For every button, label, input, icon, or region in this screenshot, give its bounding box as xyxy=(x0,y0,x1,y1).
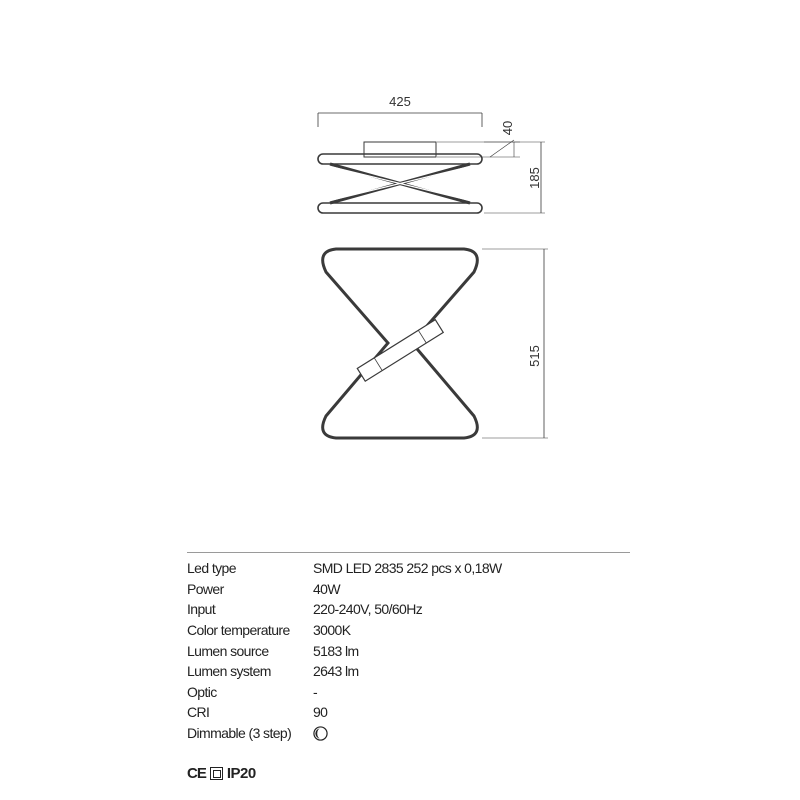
spec-row-dimmable xyxy=(187,723,502,744)
certification-marks xyxy=(187,764,256,782)
dimension-canopy-height: 40 xyxy=(500,120,515,136)
dimmer-icon xyxy=(313,726,328,741)
spec-value: - xyxy=(313,683,318,700)
spec-row xyxy=(187,558,502,579)
spec-label: Dimmable (3 step) xyxy=(187,725,292,742)
spec-row xyxy=(187,640,502,661)
spec-row xyxy=(187,620,502,641)
spec-value xyxy=(313,723,502,744)
spec-label: Input xyxy=(187,601,216,618)
spec-value: SMD LED 2835 252 pcs x 0,18W xyxy=(313,560,502,577)
spec-row xyxy=(187,702,502,723)
spec-value: 3000K xyxy=(313,622,351,639)
spec-value: 40W xyxy=(313,580,340,597)
top-view xyxy=(323,249,548,438)
dimension-side-height: 185 xyxy=(527,167,542,189)
double-insulation-icon xyxy=(210,767,223,780)
ip-rating: IP20 xyxy=(226,764,256,782)
ce-mark: CE xyxy=(187,764,206,782)
spec-label: Optic xyxy=(187,683,217,700)
spec-row xyxy=(187,661,502,682)
dimension-top-length: 515 xyxy=(527,345,542,367)
spec-table xyxy=(187,558,502,743)
spec-label: Lumen system xyxy=(187,663,271,680)
spec-value: 220-240V, 50/60Hz xyxy=(313,601,423,618)
spec-label: CRI xyxy=(187,704,210,721)
spec-divider xyxy=(187,552,630,553)
spec-label: Power xyxy=(187,580,224,597)
spec-row xyxy=(187,579,502,600)
spec-value: 90 xyxy=(313,704,328,721)
spec-value: 5183 lm xyxy=(313,642,359,659)
spec-row xyxy=(187,599,502,620)
dimension-width: 425 xyxy=(389,94,411,109)
spec-label: Led type xyxy=(187,560,236,577)
spec-label: Lumen source xyxy=(187,642,269,659)
spec-row xyxy=(187,682,502,703)
spec-label: Color temperature xyxy=(187,622,290,639)
spec-value: 2643 lm xyxy=(313,663,359,680)
